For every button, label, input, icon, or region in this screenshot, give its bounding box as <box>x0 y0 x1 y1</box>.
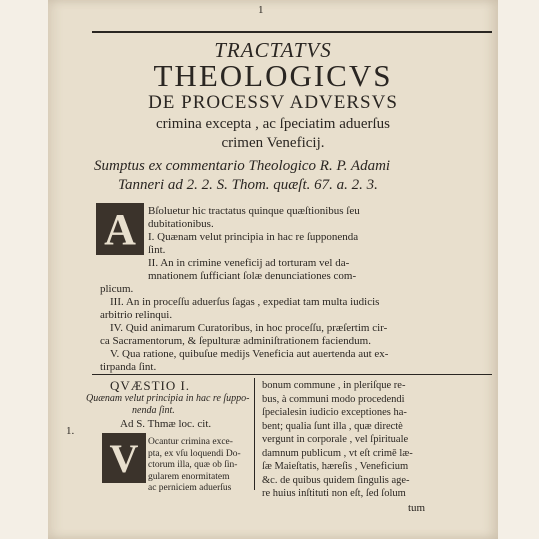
drop-cap-a-letter: A <box>104 204 136 254</box>
intro-line: tirpanda ſint. <box>100 361 157 373</box>
title-line-5: crimen Veneficij. <box>221 135 325 151</box>
left-column-line: pta, ex vſu loquendi Do- <box>148 448 241 459</box>
right-column-line: ſæ Maieſtatis, hæreſis , Veneficium <box>262 461 409 472</box>
intro-line: dubitationibus. <box>148 218 214 230</box>
left-column-line: Ocantur crimina exce- <box>148 437 233 447</box>
section-rule-top <box>92 374 492 375</box>
title-line-1: TRACTATVS <box>214 38 332 62</box>
intro-line: plicum. <box>100 283 134 295</box>
drop-cap-a <box>96 203 144 255</box>
right-column-line: &c. de quibus quidem ſingulis age- <box>262 474 410 486</box>
source-line-2: Tanneri ad 2. 2. S. Thom. quæſt. 67. a. 2. 3. <box>118 177 378 193</box>
right-column-line: re huius inſtituti non eſt, ſed ſolum <box>262 488 406 499</box>
drop-cap-v <box>102 433 146 483</box>
right-column-line: damnum publicum , vt eſt crimē læ- <box>262 447 413 459</box>
book-page <box>48 0 498 539</box>
quaestio-heading: QVÆSTIO I. <box>110 378 191 393</box>
intro-line: I. Quænam velut principia in hac re ſupponenda <box>148 231 359 243</box>
intro-line: III. An in proceſſu aduerſus ſagas , expediat tam multa iudicis <box>110 296 380 308</box>
quaestio-reference: Ad S. Thmæ loc. cit. <box>120 418 212 430</box>
right-column-line: bent; qualia ſunt illa , quæ directè <box>262 420 403 432</box>
left-column-line: gularem enormitatem <box>148 471 230 482</box>
quaestio-subtitle-1: Quænam velut principia in hac re ſuppo- <box>86 393 250 404</box>
title-line-4: crimina excepta , ac ſpeciatim aduerſus <box>155 116 391 132</box>
left-column-line: ac perniciem aduerſus <box>148 483 232 493</box>
right-column-line: bus, à communi modo procedendi <box>262 393 405 405</box>
intro-line: II. An in crimine veneficij ad torturam vel da- <box>148 257 350 269</box>
left-column-line: ctorum illa, quæ ob ſin- <box>148 460 238 470</box>
page-number: 1 <box>258 4 264 16</box>
intro-line: mnationem ſufficiant ſolæ denunciationes com- <box>148 270 357 282</box>
quaestio-subtitle-2: nenda ſint. <box>132 405 175 416</box>
intro-line: V. Qua ratione, quibuſue medijs Veneficia aut auertenda aut ex- <box>110 348 389 360</box>
intro-line: arbitrio relinqui. <box>100 309 173 321</box>
catchword: tum <box>408 502 426 514</box>
intro-line: ſint. <box>148 244 166 256</box>
margin-number: 1. <box>66 425 75 437</box>
right-column-line: vergunt in corporale , vel ſpirituale <box>262 434 409 445</box>
intro-line: Bſoluetur hic tractatus quinque quæſtionibus ſeu <box>148 205 360 217</box>
intro-line: IV. Quid animarum Curatoribus, in hoc proceſſu, præſertim cir- <box>110 322 388 334</box>
source-line-1: Sumptus ex commentario Theologico R. P. Adami <box>94 158 391 174</box>
drop-cap-v-letter: V <box>109 435 139 481</box>
right-column-line: bonum commune , in pleriſque re- <box>262 380 406 391</box>
title-line-2: THEOLOGICVS <box>153 58 393 93</box>
header-rule <box>92 31 492 33</box>
right-column-line: ſpecialesin iudicio exceptiones ha- <box>262 407 407 418</box>
title-line-3: DE PROCESSV ADVERSVS <box>148 92 398 113</box>
intro-line: ca Sacramentorum, & ſepulturæ adminiſtrationem faciendum. <box>100 335 371 347</box>
column-divider <box>254 378 255 490</box>
